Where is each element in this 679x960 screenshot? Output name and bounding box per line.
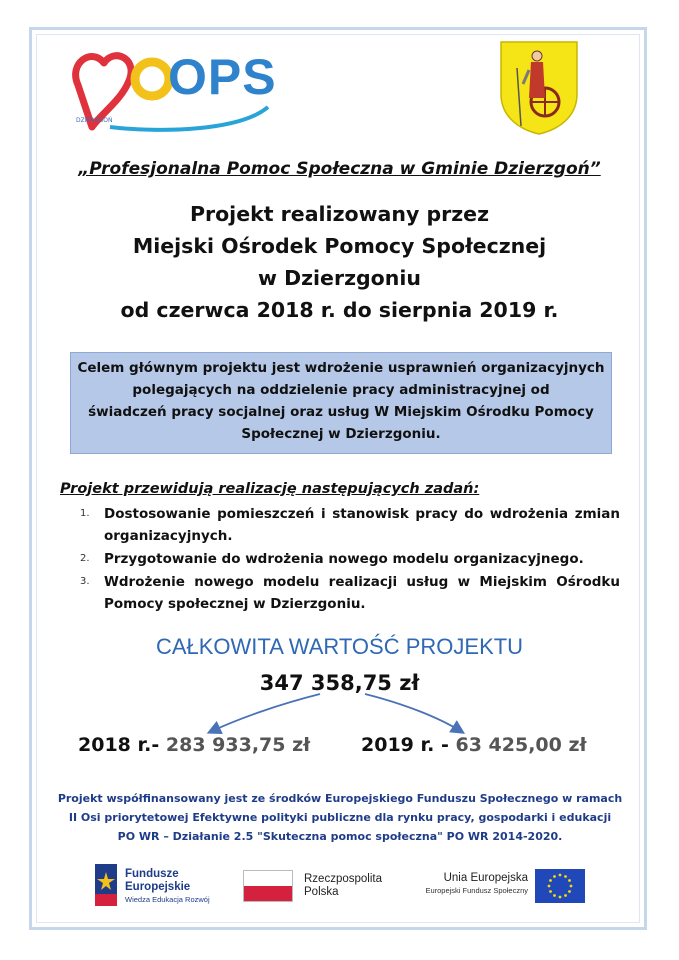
poland-flag-icon: [243, 870, 293, 902]
fundusze-line1: Fundusze: [125, 868, 179, 880]
eu-line1: Unia Europejska: [443, 872, 528, 884]
year-2019-value: [361, 734, 587, 756]
mops-subtitle: DZIERZGOŃ: [76, 117, 113, 124]
unia-europejska-text: [408, 872, 528, 895]
fundusze-star-icon: [93, 864, 119, 906]
eu-line2: Europejski Fundusz Społeczny: [425, 886, 528, 895]
task-item: [80, 571, 620, 615]
project-motto: „Profesjonalna Pomoc Społeczna w Gminie Dzierzgoń”: [78, 159, 601, 179]
goal-line: Celem głównym projektu jest wdrożenie usprawnień organizacyjnych: [77, 360, 605, 376]
coat-of-arms-icon: [499, 40, 579, 136]
tasks-list: [80, 503, 620, 616]
task-text: Przygotowanie do wdrożenia nowego modelu organizacyjnego.: [104, 551, 584, 567]
cofinancing-note: [55, 789, 625, 846]
pl-line2: Polska: [304, 886, 339, 898]
cofinancing-line: Projekt współfinansowany jest ze środków Europejskiego Funduszu Społecznego w ramach: [57, 792, 623, 805]
value-title: CAŁKOWITA WARTOŚĆ PROJEKTU: [155, 634, 524, 659]
fundusze-text: [125, 868, 190, 894]
fundusze-line2: Europejskie: [125, 881, 191, 893]
swoosh-icon: [110, 107, 268, 130]
task-number: 2.: [80, 553, 90, 564]
tasks-title: Projekt przewidują realizację następujących zadań:: [60, 481, 480, 497]
eu-flag-icon: [535, 869, 585, 903]
task-item: [80, 503, 620, 547]
fundusze-europejskie-logo: [93, 864, 263, 910]
task-item: [80, 548, 620, 570]
value-total: 347 358,75 zł: [259, 671, 420, 695]
year-label: 2019 r. -: [361, 734, 449, 756]
year-label: 2018 r.-: [78, 734, 160, 756]
cofinancing-line: PO WR – Działanie 2.5 "Skuteczna pomoc społeczna" PO WR 2014-2020.: [117, 830, 563, 843]
year-amount: 283 933,75 zł: [165, 734, 311, 756]
project-line: Miejski Ośrodek Pomocy Społecznej: [132, 234, 547, 258]
rzeczpospolita-polska-text: [304, 873, 382, 899]
project-line: Projekt realizowany przez: [189, 202, 490, 226]
task-text: Wdrożenie nowego modelu realizacji usług w Miejskim Ośrodku Pomocy społecznej w Dzierzgoniu.: [104, 574, 620, 612]
year-2018-value: [78, 734, 310, 756]
goal-box: [70, 352, 612, 454]
mops-wordmark: OPS: [168, 49, 277, 105]
goal-line: polegających na oddzielenie pracy administracyjnej od: [132, 382, 550, 398]
split-arrows-icon: [200, 690, 480, 740]
cofinancing-line: II Osi priorytetowej Efektywne polityki publiczne dla rynku pracy, gospodarki i edukacji: [68, 811, 612, 824]
goal-line: świadczeń pracy socjalnej oraz usług W Miejskim Ośrodku Pomocy: [88, 404, 594, 420]
task-number: 1.: [80, 508, 90, 519]
task-text: Dostosowanie pomieszczeń i stanowisk pracy do wdrożenia zmian organizacyjnych.: [104, 506, 620, 544]
project-line: w Dzierzgoniu: [258, 266, 421, 290]
task-number: 3.: [80, 576, 90, 587]
goal-line: Społecznej w Dzierzgoniu.: [241, 426, 441, 442]
project-description: [0, 198, 679, 326]
fundusze-subtitle: Wiedza Edukacja Rozwój: [125, 895, 210, 904]
year-amount: 63 425,00 zł: [455, 734, 587, 756]
pl-line1: Rzeczpospolita: [304, 873, 382, 885]
project-line: od czerwca 2018 r. do sierpnia 2019 r.: [120, 298, 559, 322]
